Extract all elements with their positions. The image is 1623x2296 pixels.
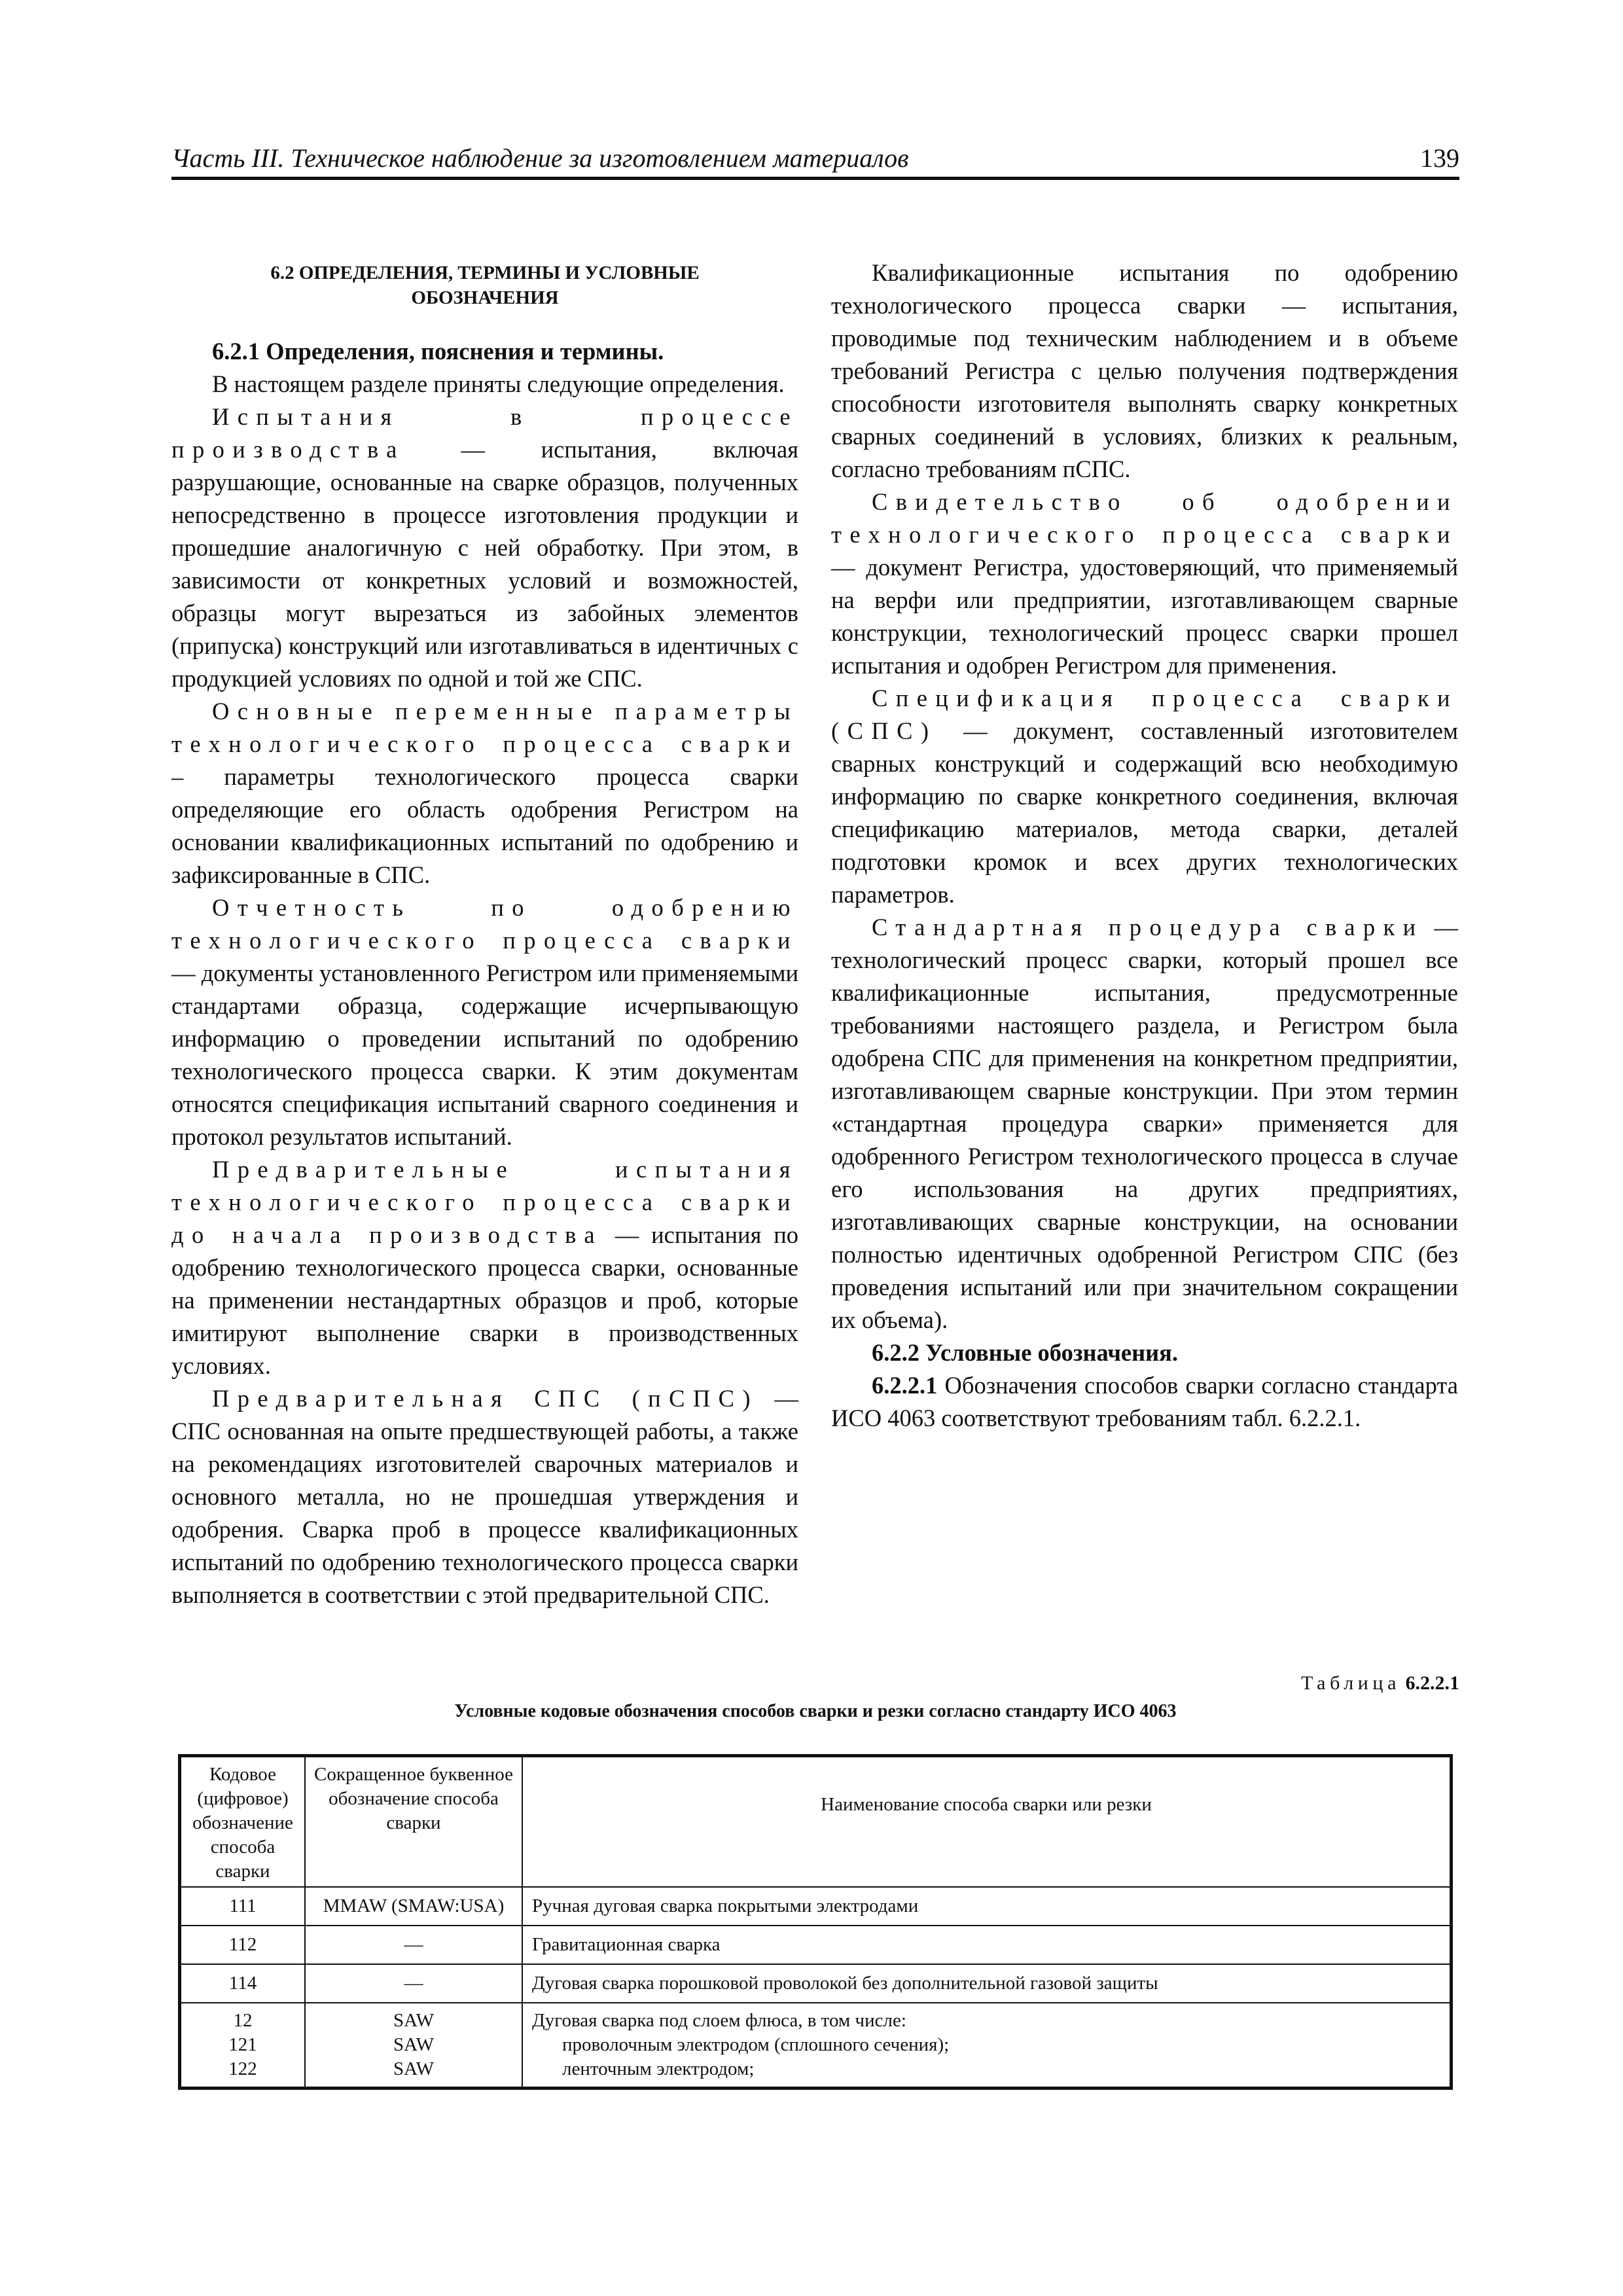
definition-paragraph [171,891,798,1153]
cell-abbreviation: SAW [393,2058,435,2079]
definition-term: Предварительная СПС (пСПС) [212,1385,758,1412]
definition-term: Испытания в процессе производства [171,403,798,463]
table-row-group [180,2003,1452,2089]
table-label-number: 6.2.2.1 [1405,1672,1459,1694]
definition-text: — СПС основанная на опыте предшествующей работы, а также на рекомендациях изготовителей сварочных материалов и основного металла, но не прошедшая утверждения и одобрения. Сварка проб в процессе квалификационных испытаний по одобрению технологического процесса сварки выполняется в соответствии с этой предварительной СПС. [171,1385,798,1608]
intro-paragraph: В настоящем разделе приняты следующие определения. [212,370,785,397]
cell-abbreviation: MMAW (SMAW:USA) [305,1887,522,1926]
definition-text: — технологический процесс сварки, который прошел все квалификационные испытания, предусмотренные требованиями настоящего раздела, и Регистром была одобрена СПС для применения на конкретном предприятии, изготавливающем сварные конструкции. При этом термин «стандартная процедура сварки» применяется для одобренного Регистром технологического процесса в случае его использования на других предприятиях, изготавливающих сварные конструкции, на основании полностью идентичных одобренной Регистром СПС (без проведения испытаний или при значительном сокращении их объема). [831,914,1459,1333]
section-title-line2: ОБОЗНАЧЕНИЯ [411,287,559,308]
definition-text: — документы установленного Регистром или применяемыми стандартами образца, содержащие исчерпывающую информацию о проведении испытаний по одобрению технологического процесса сварки. К этим документам относятся спецификация испытаний сварного соединения и протокол результатов испытаний. [171,960,798,1150]
section-title-line1: 6.2 ОПРЕДЕЛЕНИЯ, ТЕРМИНЫ И УСЛОВНЫЕ [270,262,700,283]
welding-codes-table [178,1754,1453,2090]
definition-text: — испытания по одобрению технологического процесса сварки, основанные на применении нестандартных образцов и проб, которые имитируют выполнение сварки в производственных условиях. [171,1221,798,1379]
cell-name: Гравитационная сварка [522,1926,1452,1964]
subsection-heading [171,335,798,368]
definition-text: — испытания, включая разрушающие, основанные на сварке образцов, полученных непосредственно в процессе изготовления продукции и прошедшие аналогичную с ней обработку. При этом, в зависимости от конкретных условий и возможностей, образцы могут вырезаться из забойных элементов (припуска) конструкций или изготавливаться в идентичных с продукцией условиях по одной и той же СПС. [171,436,798,692]
cell-code: 111 [180,1887,306,1926]
cell-code: 12 [233,2010,253,2031]
cell-name: Дуговая сварка порошковой проволокой без дополнительной газовой защиты [522,1964,1452,2003]
clause-text: Обозначения способов сварки согласно стандарта ИСО 4063 соответствуют требованиям табл. 6.2.2.1. [831,1372,1458,1431]
cell-abbreviation: SAW [393,2010,435,2031]
definition-paragraph [831,911,1458,1336]
definition-text: – параметры технологического процесса сварки определяющие его область одобрения Регистром на основании квалификационных испытаний по одобрению и зафиксированные в СПС. [171,763,798,888]
definition-paragraph [831,682,1458,911]
notation-title: 6.2.2 Условные обозначения. [872,1339,1179,1366]
header-abbreviation: Сокращенное буквенное обозначение способа сварки [305,1756,522,1888]
cell-abbreviation: — [305,1964,522,2003]
table-row [180,1926,1452,1964]
header-name: Наименование способа сварки или резки [522,1756,1452,1888]
table-header-row [180,1756,1452,1888]
table-row [180,1887,1452,1926]
definition-paragraph [171,1382,798,1611]
cell-code: 122 [228,2058,257,2079]
header-code: Кодовое (цифровое) обозначение способа сварки [180,1756,306,1888]
definition-term: Спецификация процесса сварки (СПС) [831,685,1458,744]
definition-text: — документ, составленный изготовителем сварных конструкций и содержащий всю необходимую информацию по сварке конкретного соединения, включая спецификацию материалов, метода сварки, деталей подготовки кромок и всех других технологических параметров. [831,717,1458,908]
cell-code: 112 [180,1926,306,1964]
definition-term: Стандартная процедура сварки [872,914,1424,941]
section-title [171,260,798,310]
cell-name: проволочным электродом (сплошного сечения); [562,2034,950,2055]
running-header [171,139,1459,179]
definition-paragraph [171,695,798,891]
definition-text: — документ Регистра, удостоверяющий, что применяемый на верфи или предприятии, изготавливающем сварные конструкции, технологический процесс сварки прошел испытания и одобрен Регистром для применения. [831,554,1458,679]
cell-name: ленточным электродом; [562,2058,755,2079]
table-title: Условные кодовые обозначения способов сварки и резки согласно стандарту ИСО 4063 [454,1701,1177,1721]
definition-paragraph [171,1153,798,1382]
cell-abbreviation: SAW [393,2034,435,2055]
header-title: Часть III. Техническое наблюдение за изготовлением материалов [171,143,909,173]
definition-paragraph [831,486,1458,682]
definition-term: Свидетельство об одобрении технологического процесса сварки [831,488,1458,548]
definition-term: Основные переменные параметры технологического процесса сварки [171,698,798,757]
cell-abbreviation: — [305,1926,522,1964]
cell-name: Ручная дуговая сварка покрытыми электродами [522,1887,1452,1926]
table-label-word: Таблица [1300,1672,1400,1694]
cell-codes [180,2003,306,2089]
subsection-title: 6.2.1 Определения, пояснения и термины. [212,338,664,365]
table-label [171,1670,1459,1696]
right-column [831,257,1458,1435]
cell-abbreviations [305,2003,522,2089]
definition-term: Предварительные испытания технологического процесса сварки до начала производства [171,1156,798,1248]
definition-paragraph: Квалификационные испытания по одобрению технологического процесса сварки — испытания, проводимые под техническим наблюдением и в объеме требований Регистра с целью получения подтверждения способности изготовителя выполнять сварку конкретных сварных соединений в условиях, близких к реальным, согласно требованиям пСПС. [831,259,1458,482]
cell-name: Дуговая сварка под слоем флюса, в том числе: [532,2010,906,2031]
notation-paragraph [831,1369,1458,1435]
header-rule [171,177,1459,180]
cell-code: 121 [228,2034,257,2055]
left-column [171,260,798,1611]
definition-term: Отчетность по одобрению технологического процесса сварки [171,894,798,954]
page-number: 139 [1420,143,1459,173]
clause-number: 6.2.2.1 [872,1372,938,1399]
notation-heading [831,1336,1458,1369]
table-row [180,1964,1452,2003]
cell-code: 114 [180,1964,306,2003]
cell-names [522,2003,1452,2089]
definition-paragraph [171,401,798,695]
